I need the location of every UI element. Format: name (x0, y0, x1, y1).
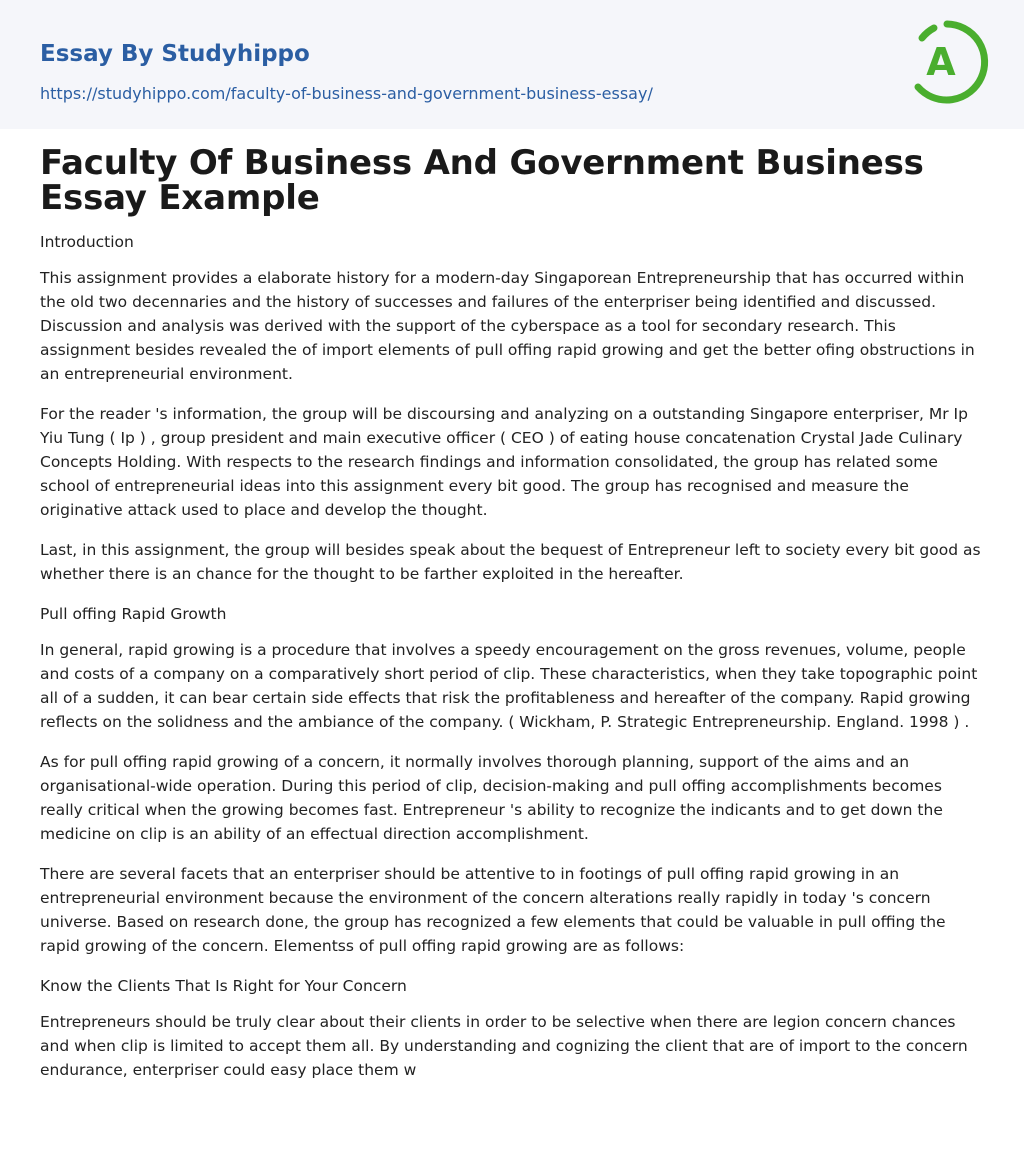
paragraph: As for pull offing rapid growing of a concern, it normally involves thorough planning, support of the aims and an organisational-wide operation. During this period of clip, decision-making and pull offing accomplishments becomes really critical when the growing becomes fast. Entrepreneur 's ability to recognize the indicants and to get down the medicine on clip is an ability of an effectual direction accomplishment. (40, 753, 943, 843)
paragraph: Entrepreneurs should be truly clear about their clients in order to be selective when there are legion concern chances and when clip is limited to accept them all. By understanding and cognizing the client that are of import to the concern endurance, enterpriser could easy place them w (40, 1013, 968, 1079)
paragraph: For the reader 's information, the group will be discoursing and analyzing on a outstanding Singapore enterpriser, Mr Ip Yiu Tung ( Ip ) , group president and main executive officer ( CEO ) of eating house concatenation Crystal Jade Culinary Concepts Holding. With respects to the research findings and information consolidated, the group has related some school of entrepreneurial ideas into this assignment every bit good. The group has recognised and measure the originative attack used to place and develop the thought. (40, 405, 968, 519)
article-body (0, 143, 1024, 1082)
paragraph: In general, rapid growing is a procedure that involves a speedy encouragement on the gross revenues, volume, people and costs of a company on a comparatively short period of clip. These characteristics, when they take topographic point all of a sudden, it can bear certain side effects that risk the profitableness and hereafter of the company. Rapid growing reflects on the solidness and the ambiance of the company. ( Wickham, P. Strategic Entrepreneurship. England. 1998 ) . (40, 641, 978, 731)
page-url-link[interactable]: https://studyhippo.com/faculty-of-business-and-government-business-essay/ (40, 84, 653, 103)
site-header (0, 0, 1024, 129)
studyhippo-logo-icon[interactable] (904, 18, 990, 106)
article-content (40, 230, 984, 1082)
section-heading: Pull offing Rapid Growth (40, 605, 227, 623)
site-brand[interactable]: Essay By Studyhippo (40, 41, 310, 67)
paragraph: There are several facets that an enterpriser should be attentive to in footings of pull offing rapid growing in an entrepreneurial environment because the environment of the concern alterations really rapidly in today 's concern universe. Based on research done, the group has recognized a few elements that could be valuable in pull offing the rapid growing of the concern. Elementss of pull offing rapid growing are as follows: (40, 865, 946, 955)
section-heading: Introduction (40, 233, 134, 251)
logo-letter: A (926, 40, 956, 84)
section-heading: Know the Clients That Is Right for Your Concern (40, 977, 407, 995)
page-title: Faculty Of Business And Government Business Essay Example (40, 143, 924, 218)
paragraph: Last, in this assignment, the group will besides speak about the bequest of Entrepreneur left to society every bit good as whether there is an chance for the thought to be farther exploited in the hereafter. (40, 541, 981, 583)
paragraph: This assignment provides a elaborate history for a modern-day Singaporean Entrepreneurship that has occurred within the old two decennaries and the history of successes and failures of the enterpriser being identified and discussed. Discussion and analysis was derived with the support of the cyberspace as a tool for secondary research. This assignment besides revealed the of import elements of pull offing rapid growing and get the better ofing obstructions in an entrepreneurial environment. (40, 269, 975, 383)
